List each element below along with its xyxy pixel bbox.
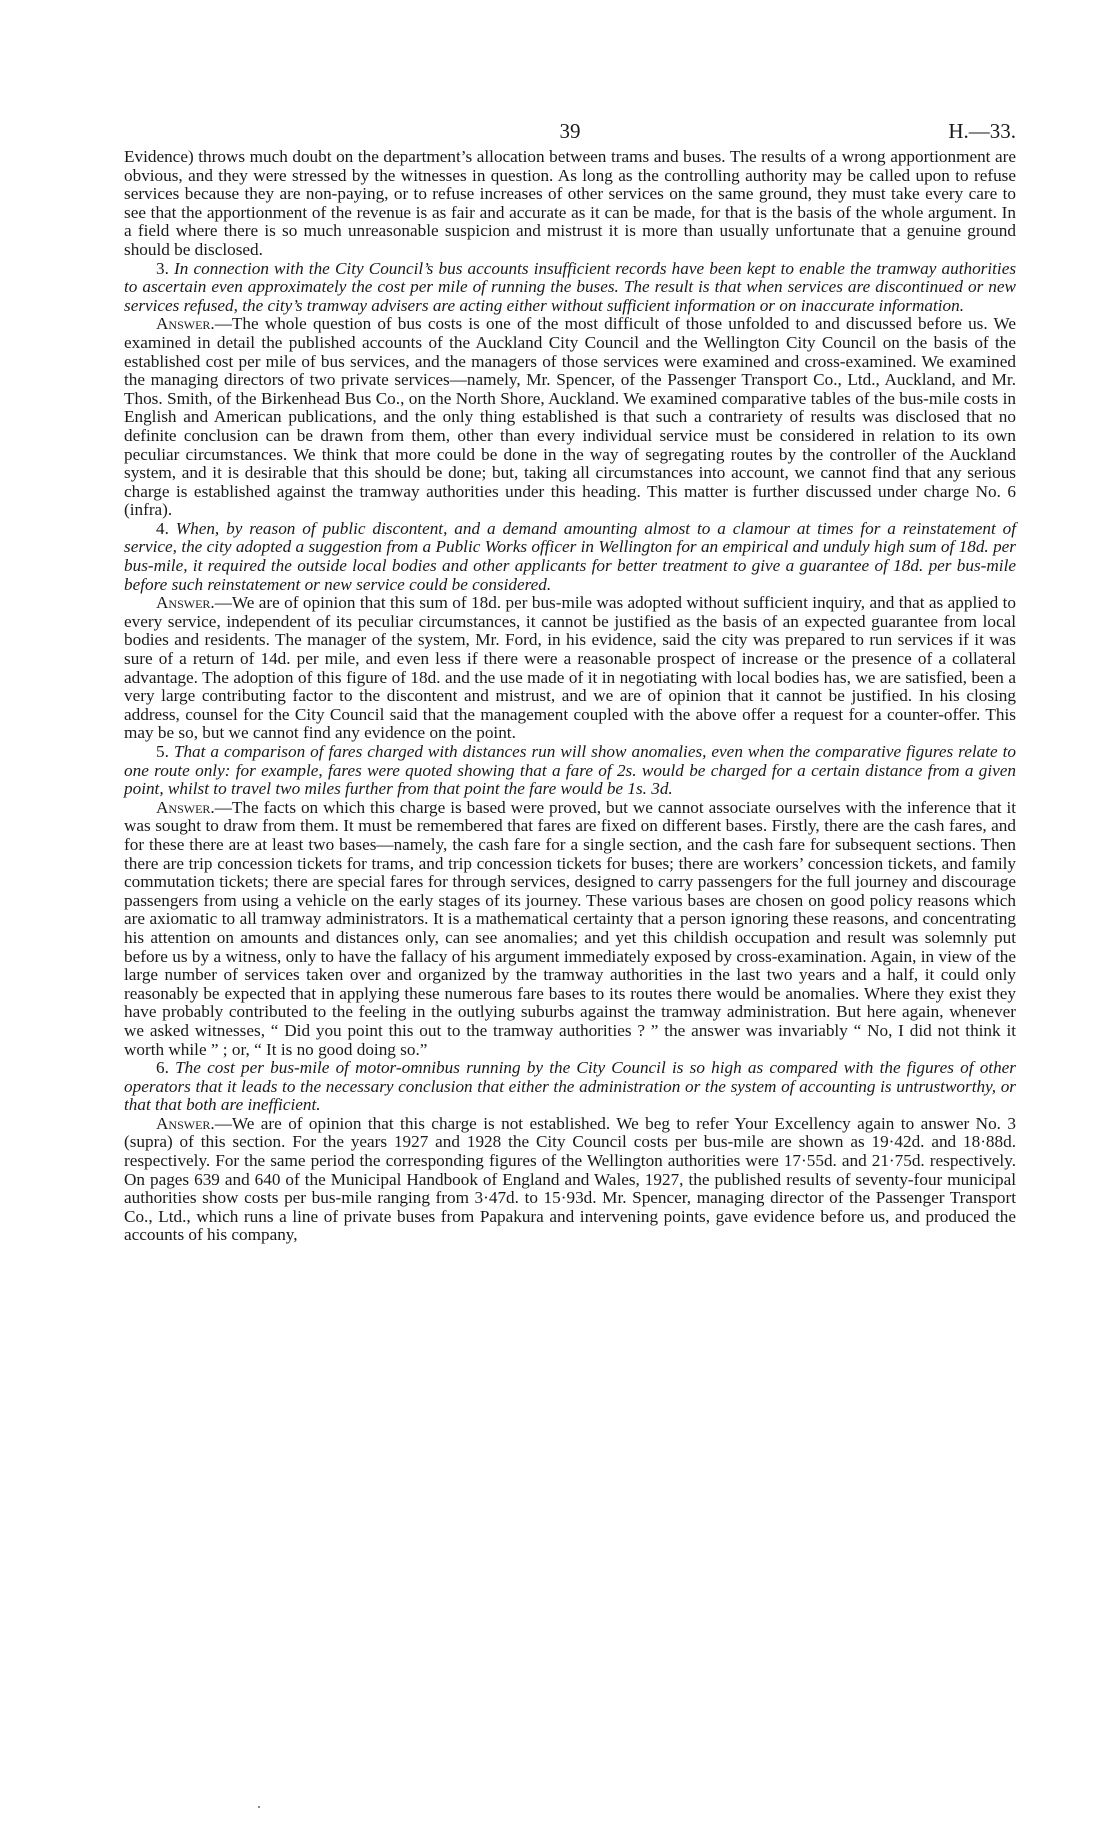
answer-text: —The whole question of bus costs is one of the most difficult of those unfolded to and discussed before us. We examined in detail the published accounts of the Auckland City Council and the Wellington City Council on the basis of the established cost per mile of bus services, and the managers of those services were examined and cross-examined. We examined the managing directors of two private services—namely, Mr. Spencer, of the Passenger Transport Co., Ltd., Auckland, and Mr. Thos. Smith, of the Birkenhead Bus Co., on the North Shore, Auckland. We examined comparative tables of the bus-mile costs in English and American publications, and the only thing established is that such a contrariety of results was disclosed that no definite conclusion can be drawn from them, other than every individual service must be considered in relation to its own peculiar circumstances. We think that more could be done in the way of segregating routes by the controller of the Auckland system, and it is desirable that this should be done; but, taking all circumstances into account, we cannot find that any serious charge is established against the tramway authorities under this heading. This matter is further discussed under charge No. 6 (infra). (124, 314, 1016, 520)
document-reference: H.—33. (948, 119, 1016, 143)
answer-text: —We are of opinion that this sum of 18d. per bus-mile was adopted without sufficient inquiry, and that as applied to every service, independent of its peculiar circumstances, it cannot be justified as the basis of an expected guarantee from local bodies and residents. The manager of the system, Mr. Ford, in his evidence, said the city was prepared to run services if it was sure of a return of 14d. per mile, and even less if there were a reasonable prospect of increase or the presence of a collateral advantage. The adoption of this figure of 18d. and the use made of it in negotiating with local bodies has, we are satisfied, been a very large contributing factor to the discontent and mistrust, and we are of opinion that it cannot be justified. In his closing address, counsel for the City Council said that the management coupled with the above offer a request for a counter-offer. This may be so, but we cannot find any evidence on the point. (124, 593, 1016, 743)
charge-number: 6. (156, 1058, 169, 1078)
page-number: 39 (559, 119, 581, 143)
scan-speck (258, 1806, 260, 1808)
answer-paragraph (124, 1115, 1016, 1245)
answer-label: Answer. (156, 593, 215, 613)
document-page (124, 100, 1016, 1245)
charge-text: In connection with the City Council’s bus accounts insufficient records have been kept to enable the tramway authorities to ascertain even approximately the cost per mile of running the buses. The result is that when services are discontinued or new services refused, the city’s tramway advisers are acting either without sufficient information or on inaccurate information. (124, 258, 1017, 315)
answer-text: —The facts on which this charge is based were proved, but we cannot associate ourselves with the inference that it was sought to draw from them. It must be remembered that fares are fixed on different bases. Firstly, there are the cash fares, and for these there are at least two bases—namely, the cash fare for a single section, and the cash fare for subsequent sections. Then there are trip concession tickets for trams, and trip concession tickets for buses; there are workers’ concession tickets, and family commutation tickets; there are special fares for through services, designed to carry passengers for the full journey and discourage passengers from using a vehicle on the early stages of its journey. These various bases are chosen on good policy reasons which are axiomatic to all tramway administrators. It is a mathematical certainty that a person ignoring these reasons, and concentrating his attention on amounts and distances only, can see anomalies; and yet this childish occupation and result was solemnly put before us by a witness, only to have the fallacy of his argument immediately exposed by cross-examination. Again, in view of the large number of services taken over and organized by the tramway authorities in the last two years and a half, it could only reasonably be expected that in applying these numerous fare bases to its routes there would be anomalies. Where they exist they have probably contributed to the feeling in the outlying suburbs against the tramway administration. But here again, whenever we asked witnesses, “ Did you point this out to the tramway authorities ? ” the answer was invariably “ No, I did not think it worth while ” ; or, “ It is no good doing so.” (124, 797, 1016, 1059)
charge-paragraph (124, 520, 1016, 594)
answer-paragraph (124, 594, 1016, 743)
answer-label: Answer. (156, 797, 215, 817)
answer-paragraph (124, 799, 1016, 1059)
charge-number: 4. (156, 518, 169, 538)
answer-label: Answer. (156, 314, 215, 334)
continuation-paragraph: Evidence) throws much doubt on the department’s allocation between trams and buses. The results of a wrong apportionment are obvious, and they were stressed by the witnesses in question. As long as the controlling authority may be called upon to refuse services because they are non-paying, or to refuse increases of other services on the same ground, they must take every care to see that the apportionment of the revenue is as fair and accurate as it can be made, for that is the basis of the whole argument. In a field where there is so much unreasonable suspicion and mistrust it is more than usually unfortunate that a genuine ground should be disclosed. (124, 147, 1016, 259)
charge-text: That a comparison of fares charged with distances run will show anomalies, even when the comparative figures relate to one route only: for example, fares were quoted showing that a fare of 2s. would be charged for a certain distance from a given point, whilst to travel two miles further from that point the fare would be 1s. 3d. (124, 742, 1016, 799)
charge-number: 3. (156, 258, 169, 278)
answer-label: Answer. (156, 1113, 215, 1133)
charge-text: The cost per bus-mile of motor-omnibus running by the City Council is so high as compared with the figures of other operators that it leads to the necessary conclusion that either the administration or the system of accounting is untrustworthy, or that that both are inefficient. (124, 1058, 1016, 1115)
charge-paragraph (124, 1059, 1016, 1115)
charge-paragraph (124, 260, 1016, 316)
answer-text: —We are of opinion that this charge is not established. We beg to refer Your Excellency again to answer No. 3 (supra) of this section. For the years 1927 and 1928 the City Council costs per bus-mile are shown as 19·42d. and 18·88d. respectively. For the same period the corresponding figures of the Wellington authorities were 17·55d. and 21·75d. respectively. On pages 639 and 640 of the Municipal Handbook of England and Wales, 1927, the published results of seventy-four municipal authorities show costs per bus-mile ranging from 3·47d. to 15·93d. Mr. Spencer, managing director of the Passenger Transport Co., Ltd., which runs a line of private buses from Papakura and intervening points, gave evidence before us, and produced the accounts of his company, (124, 1113, 1016, 1245)
charge-text: When, by reason of public discontent, and a demand amounting almost to a clamour at times for a reinstatement of service, the city adopted a suggestion from a Public Works officer in Wellington for an empirical and unduly high sum of 18d. per bus-mile, it required the outside local bodies and other applicants for better treatment to give a guarantee of 18d. per bus-mile before such reinstatement or new service could be considered. (124, 518, 1016, 594)
charge-number: 5. (156, 742, 169, 761)
charge-paragraph (124, 743, 1016, 799)
running-header (124, 100, 1016, 148)
answer-paragraph (124, 315, 1016, 520)
